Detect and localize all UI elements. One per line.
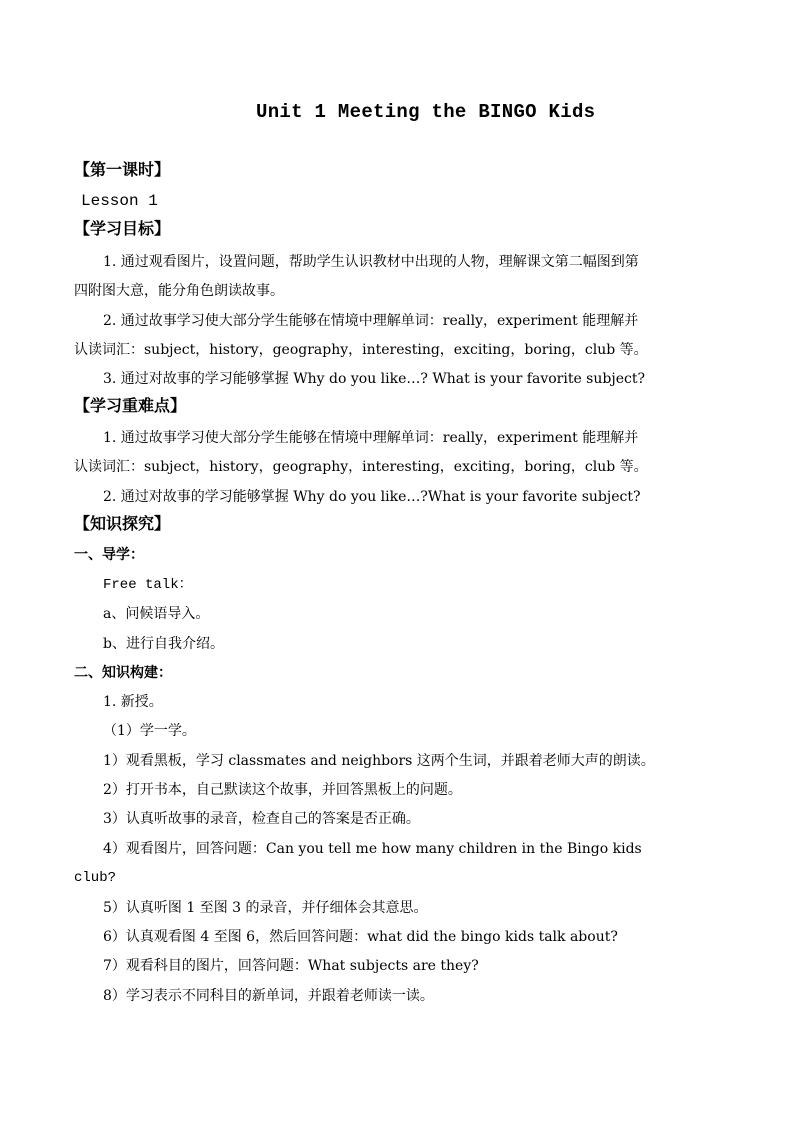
objective-2-line-2: 认读词汇：subject，history，geography，interesting，exciting，boring，club 等。 [74, 342, 648, 358]
step-4-line-1: 4）观看图片，回答问题：Can you tell me how many children in the Bingo kids [103, 841, 642, 857]
step-7: 7）观看科目的图片，回答问题：What subjects are they? [103, 958, 479, 974]
exploration-heading: 【知识探究】 [74, 514, 171, 533]
guide-item-b: b、进行自我介绍。 [103, 636, 224, 652]
key-point-2: 2. 通过对故事的学习能够掌握 Why do you like…?What is your favorite subject? [103, 489, 641, 505]
lesson-name: Lesson 1 [81, 192, 158, 210]
objective-2-line-1: 2. 通过故事学习使大部分学生能够在情境中理解单词：really，experiment 能理解并 [103, 313, 639, 329]
key-points-heading: 【学习重难点】 [74, 396, 187, 415]
objectives-heading: 【学习目标】 [74, 219, 171, 238]
key-point-1-line-2: 认读词汇：subject，history，geography，interesting，exciting，boring，club 等。 [74, 459, 648, 475]
step-5: 5）认真听图 1 至图 3 的录音，并仔细体会其意思。 [103, 900, 428, 916]
step-4-line-2: club? [74, 870, 117, 886]
guide-item-a: a、问候语导入。 [103, 606, 210, 622]
guide-heading: 一、导学： [74, 547, 144, 563]
step-1: 1）观看黑板，学习 classmates and neighbors 这两个生词，并跟着老师大声的朗读。 [103, 753, 655, 769]
step-2: 2）打开书本，自己默读这个故事，并回答黑板上的问题。 [103, 782, 462, 798]
build-item-1: 1. 新授。 [103, 694, 163, 710]
document-title: Unit 1 Meeting the BINGO Kids [256, 101, 596, 123]
build-item-1-1: （1）学一学。 [103, 723, 196, 739]
objective-3: 3. 通过对故事的学习能够掌握 Why do you like…? What is your favorite subject? [103, 371, 645, 387]
free-talk: Free talk： [103, 577, 193, 593]
objective-1-line-2: 四附图大意，能分角色朗读故事。 [74, 283, 284, 299]
key-point-1-line-1: 1. 通过故事学习使大部分学生能够在情境中理解单词：really，experiment 能理解并 [103, 430, 639, 446]
objective-1-line-1: 1. 通过观看图片，设置问题，帮助学生认识教材中出现的人物，理解课文第二幅图到第 [103, 254, 639, 270]
step-6: 6）认真观看图 4 至图 6，然后回答问题：what did the bingo kids talk about? [103, 929, 618, 945]
lesson-period-tag: 【第一课时】 [74, 160, 171, 179]
build-heading: 二、知识构建： [74, 665, 172, 681]
step-3: 3）认真听故事的录音，检查自己的答案是否正确。 [103, 811, 420, 827]
step-8: 8）学习表示不同科目的新单词，并跟着老师读一读。 [103, 988, 434, 1004]
